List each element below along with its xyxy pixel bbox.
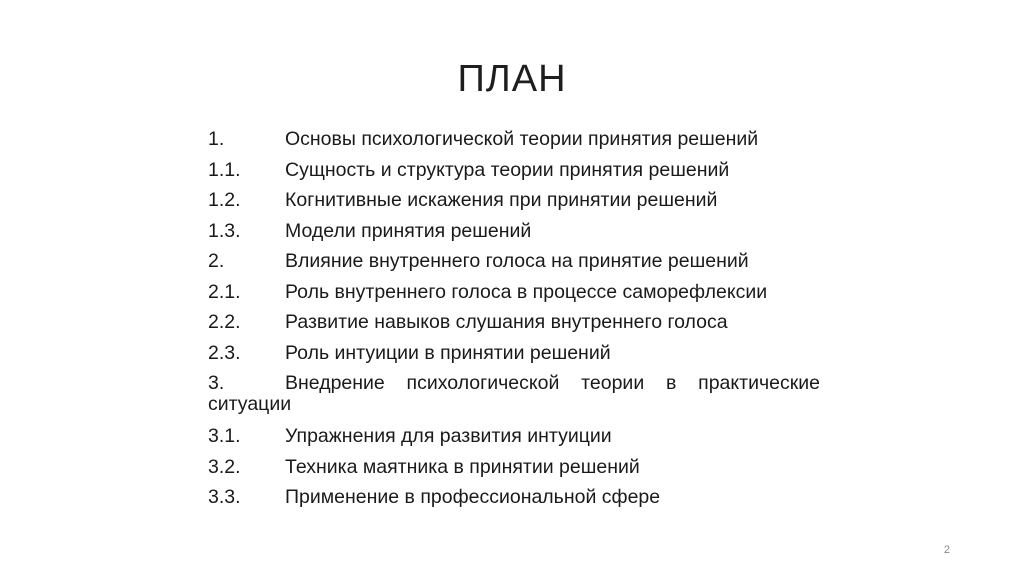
slide-title: ПЛАН: [457, 58, 567, 100]
plan-item: [208, 185, 820, 216]
plan-item-text: Влияние внутреннего голоса на принятие решений: [285, 250, 749, 272]
plan-item: [208, 452, 820, 483]
plan-item-text: Роль интуиции в принятии решений: [285, 341, 611, 364]
plan-item-text: Развитие навыков слушания внутреннего голоса: [285, 311, 728, 333]
plan-item: [208, 307, 820, 338]
plan-item-number: 1.3.: [208, 219, 241, 242]
plan-item: [208, 277, 820, 308]
plan-item-number: 3.1.: [208, 425, 241, 447]
plan-item-number: 3.: [208, 372, 225, 394]
plan-item-text-continuation: ситуации: [208, 393, 292, 415]
plan-item-text: Техника маятника в принятии решений: [285, 455, 640, 478]
plan-item-text: Когнитивные искажения при принятии решений: [285, 189, 718, 211]
plan-item-number: 3.2.: [208, 455, 241, 478]
plan-item: [208, 246, 820, 277]
plan-item-number: 3.3.: [208, 486, 241, 508]
page-number: 2: [943, 544, 950, 556]
plan-item-text: Основы психологической теории принятия решений: [285, 128, 759, 150]
plan-item-number: 2.1.: [208, 280, 241, 303]
plan-item-number: 1.2.: [208, 189, 241, 211]
plan-item: [208, 216, 820, 247]
plan-item: [208, 421, 820, 452]
plan-item-number: 1.1.: [208, 158, 241, 181]
plan-item: [208, 482, 820, 513]
plan-list: [208, 124, 820, 513]
plan-item-text: Упражнения для развития интуиции: [285, 425, 612, 447]
plan-item-number: 2.2.: [208, 311, 241, 333]
plan-item-text: Модели принятия решений: [285, 219, 532, 242]
plan-item-number: 2.3.: [208, 341, 241, 364]
plan-item-text: Применение в профессиональной сфере: [285, 486, 661, 508]
plan-item-text: Внедрение психологической теории в практические: [285, 372, 820, 394]
plan-item-number: 1.: [208, 128, 225, 150]
plan-item-first-line: [208, 373, 820, 394]
plan-item-text: Сущность и структура теории принятия решений: [285, 158, 730, 181]
plan-item: [208, 338, 820, 369]
plan-item: [208, 155, 820, 186]
plan-item: [208, 373, 820, 415]
plan-item-text: Роль внутреннего голоса в процессе саморефлексии: [285, 280, 768, 303]
plan-item: [208, 124, 820, 155]
plan-item-number: 2.: [208, 250, 225, 272]
